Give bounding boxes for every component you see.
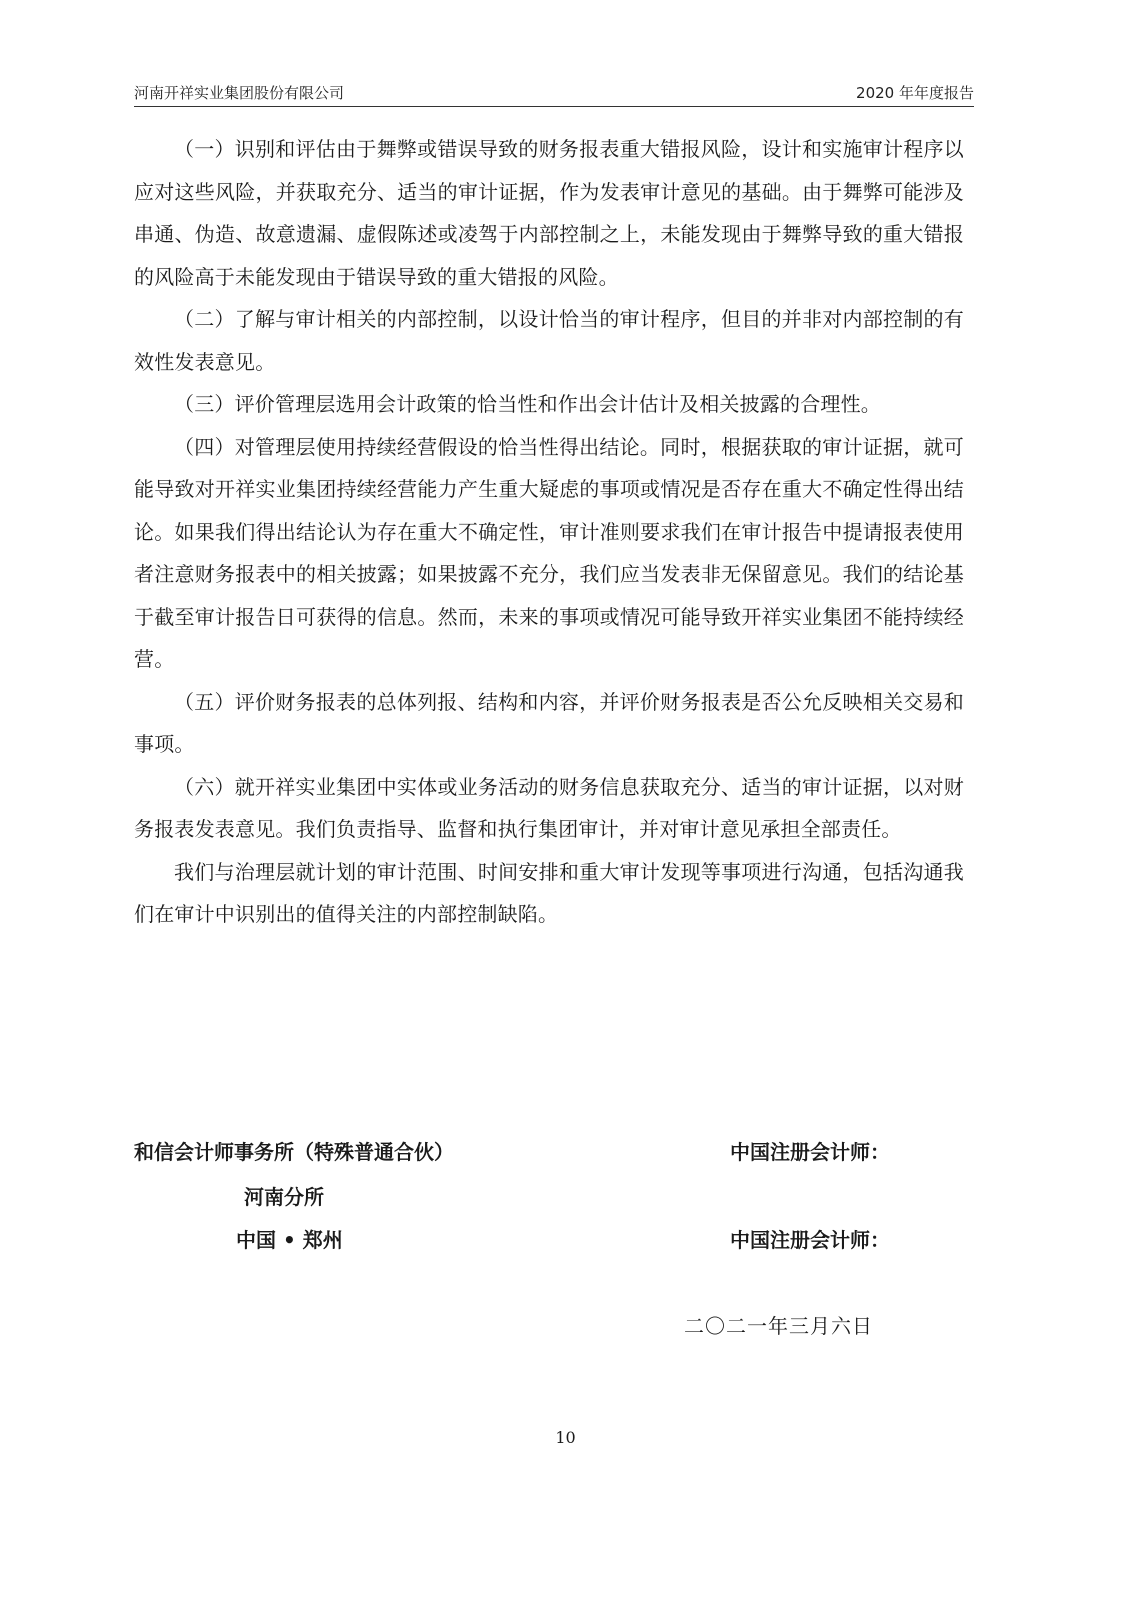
page-header <box>134 80 974 107</box>
page-number: 10 <box>555 1428 576 1447</box>
paragraph-6: （六）就开祥实业集团中实体或业务活动的财务信息获取充分、适当的审计证据，以对财务报表发表意见。我们负责指导、监督和执行集团审计，并对审计意见承担全部责任。 <box>134 774 964 841</box>
firm-name: 和信会计师事务所（特殊普通合伙） <box>134 1140 454 1164</box>
firm-location: 中国 • 郑州 <box>236 1228 343 1252</box>
paragraph-4: （四）对管理层使用持续经营假设的恰当性得出结论。同时，根据获取的审计证据，就可能导致对开祥实业集团持续经营能力产生重大疑虑的事项或情况是否存在重大不确定性得出结论。如果我们得出结论认为存在重大不确定性，审计准则要求我们在审计报告中提请报表使用者注意财务报表中的相关披露；如果披露不充分，我们应当发表非无保留意见。我们的结论基于截至审计报告日可获得的信息。然而，未来的事项或情况可能导致开祥实业集团不能持续经营。 <box>134 434 964 671</box>
paragraph-1: （一）识别和评估由于舞弊或错误导致的财务报表重大错报风险，设计和实施审计程序以应对这些风险，并获取充分、适当的审计证据，作为发表审计意见的基础。由于舞弊可能涉及串通、伪造、故意遗漏、虚假陈述或凌驾于内部控制之上，未能发现由于舞弊导致的重大错报的风险高于未能发现由于错误导致的重大错报的风险。 <box>134 137 964 289</box>
header-company-name: 河南开祥实业集团股份有限公司 <box>134 84 345 102</box>
branch-name: 河南分所 <box>244 1185 324 1209</box>
paragraph-7: 我们与治理层就计划的审计范围、时间安排和重大审计发现等事项进行沟通，包括沟通我们在审计中识别出的值得关注的内部控制缺陷。 <box>134 859 964 926</box>
cpa-signature-line-1: 中国注册会计师： <box>730 1140 890 1164</box>
paragraph-5: （五）评价财务报表的总体列报、结构和内容，并评价财务报表是否公允反映相关交易和事项。 <box>134 689 964 756</box>
paragraph-2: （二）了解与审计相关的内部控制，以设计恰当的审计程序，但目的并非对内部控制的有效性发表意见。 <box>134 307 964 374</box>
paragraph-3: （三）评价管理层选用会计政策的恰当性和作出会计估计及相关披露的合理性。 <box>174 392 881 416</box>
report-body <box>134 128 964 936</box>
report-date: 二〇二一年三月六日 <box>684 1314 873 1338</box>
cpa-signature-line-2: 中国注册会计师： <box>730 1228 890 1252</box>
header-report-title: 2020 年年度报告 <box>856 84 974 102</box>
